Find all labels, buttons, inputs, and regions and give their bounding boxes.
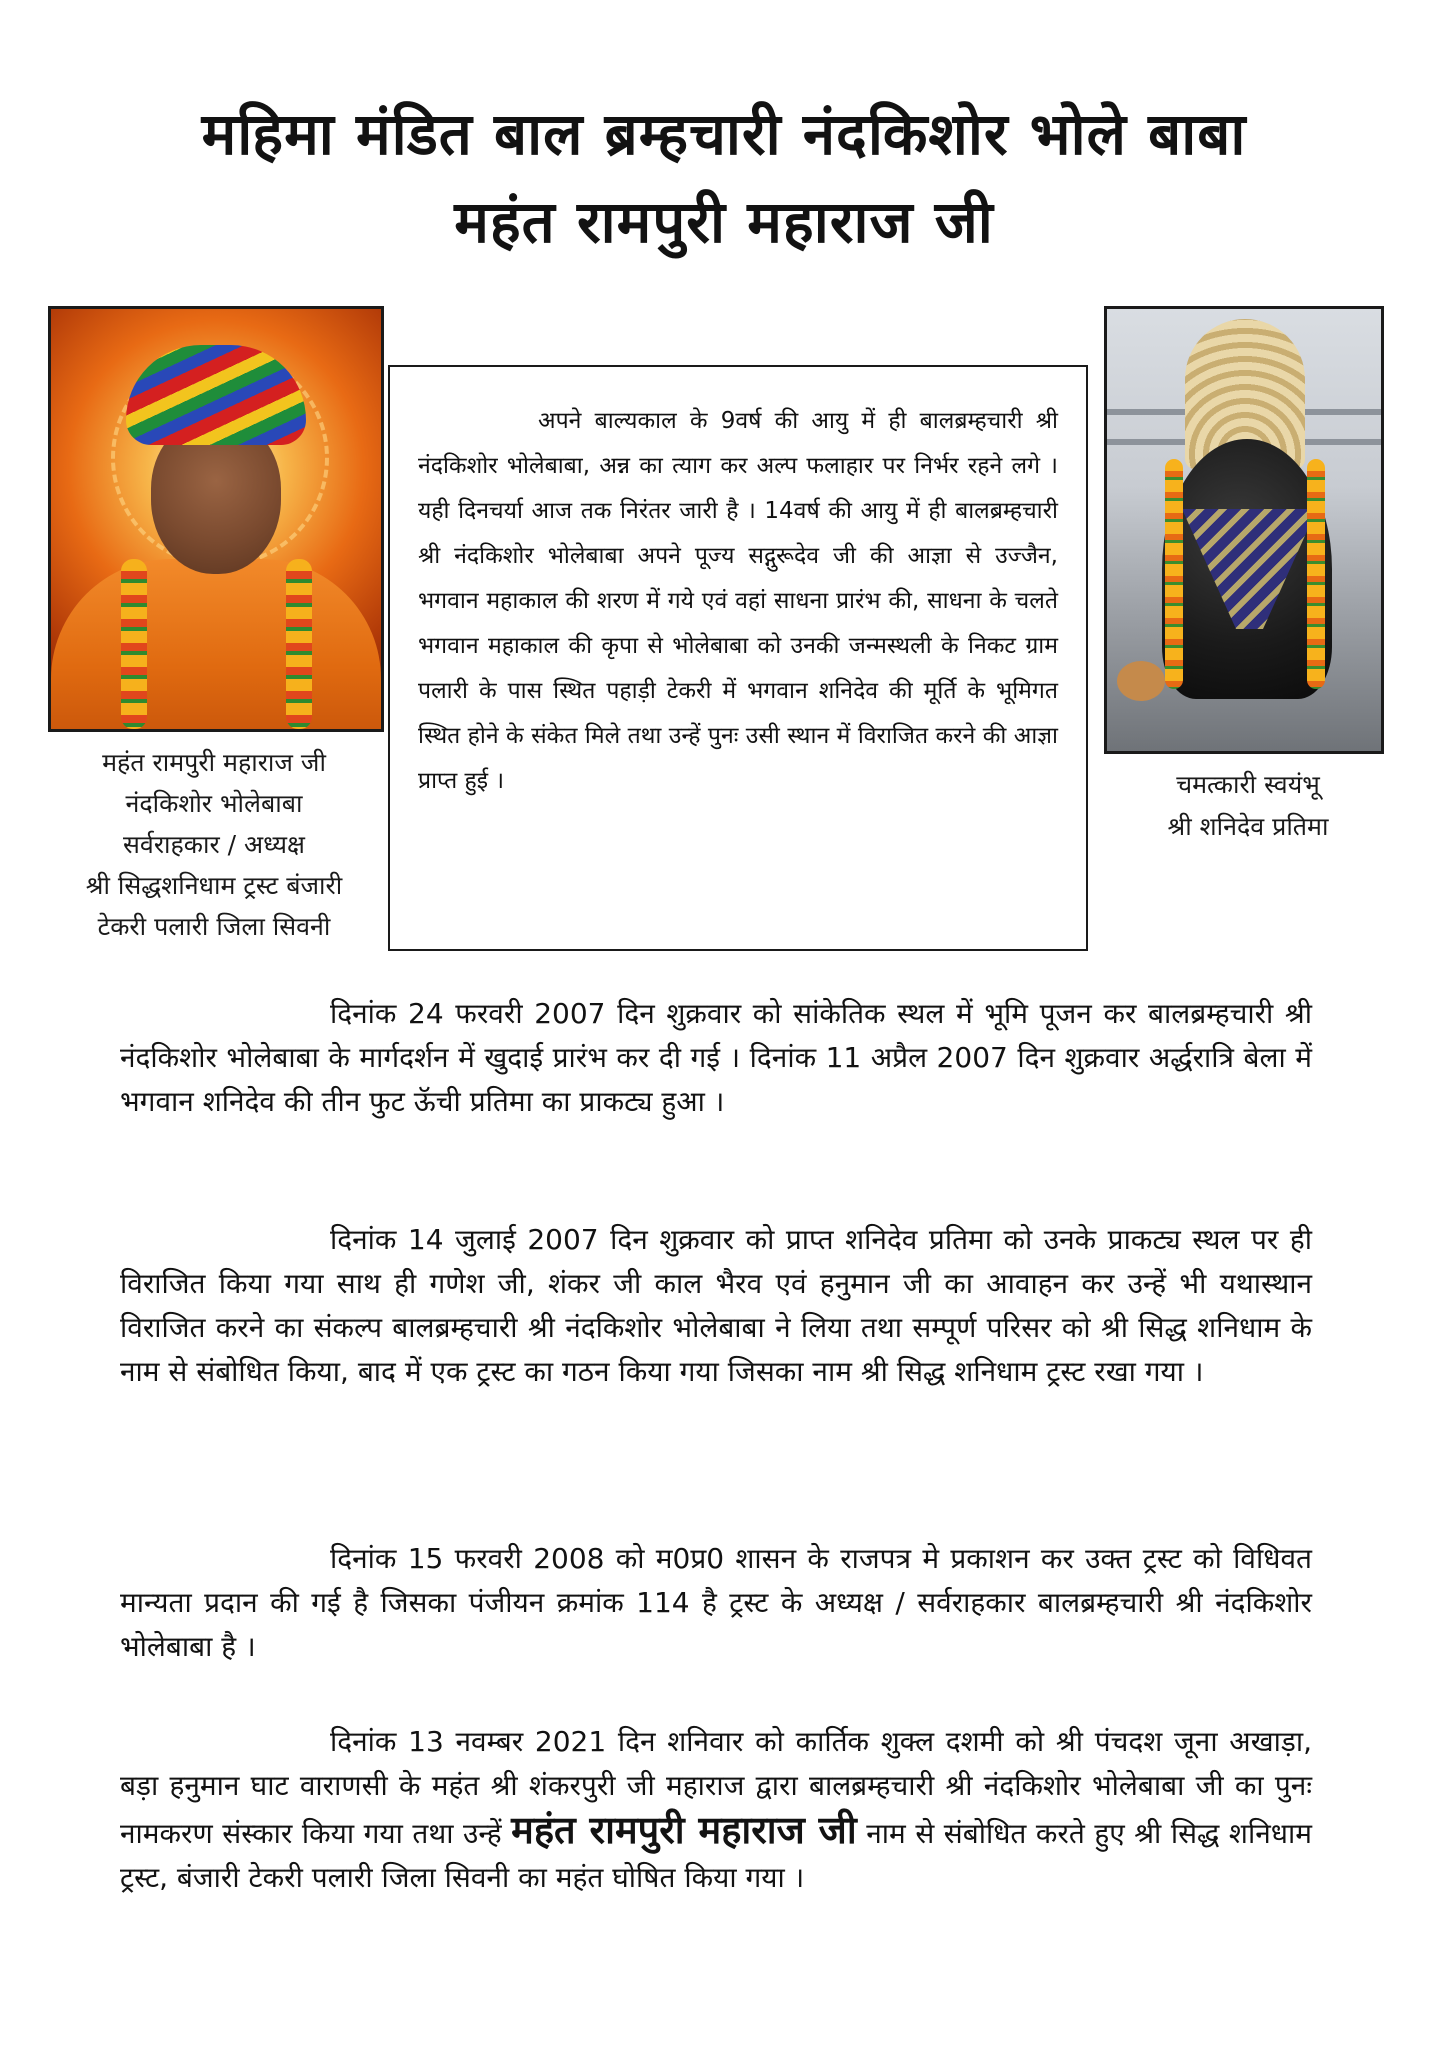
robe bbox=[51, 559, 381, 732]
shanidev-idol-photo bbox=[1104, 306, 1384, 754]
garland-left bbox=[121, 559, 147, 729]
caption-line: श्री शनिदेव प्रतिमा bbox=[1167, 812, 1329, 841]
paragraph-4-text: दिनांक 13 नवम्बर 2021 दिन शनिवार को कार्तिक शुक्ल दशमी को श्री पंचदश जूना अखाड़ा, बड़ा हनुमान घाट वाराणसी के महंत श्री शंकरपुरी जी महाराज द्वारा बालब्रम्हचारी श्री नंदकिशोर भोलेबाबा जी का पुनः नामकरण संस्कार किया गया तथा उन्हें bbox=[120, 1725, 1312, 1850]
caption-line: महंत रामपुरी महाराज जी bbox=[102, 748, 326, 777]
marigold-garland bbox=[1307, 459, 1325, 689]
marigold-garland bbox=[1165, 459, 1183, 689]
story-text: अपने बाल्यकाल के 9वर्ष की आयु में ही बालब्रम्हचारी श्री नंदकिशोर भोलेबाबा, अन्न का त्याग कर अल्प फलाहार पर निर्भर रहने लगे । यही दिनचर्या आज तक निरंतर जारी है । 14वर्ष की आयु में ही बालब्रम्हचारी श्री नंदकिशोर भोलेबाबा अपने पूज्य सद्गुरूदेव जी की आज्ञा से उज्जैन, भगवान महाकाल की शरण में गये एवं वहां साधना प्रारंभ की, साधना के चलते भगवान महाकाल की कृपा से भोलेबाबा को उनकी जन्मस्थली के निकट ग्राम पलारी के पास स्थित पहाड़ी टेकरी में भगवान शनिदेव की मूर्ति के भूमिगत स्थित होने के संकेत मिले तथा उन्हें पुनः उसी स्थान में विराजित करने की आज्ञा प्राप्त हुई । bbox=[418, 408, 1058, 794]
coconut-offering bbox=[1117, 661, 1165, 701]
portrait-photo bbox=[48, 306, 384, 732]
page-title-line-2: महंत रामपुरी महाराज जी bbox=[454, 188, 994, 256]
paragraph-4 bbox=[120, 1720, 1312, 1900]
paragraph-2: दिनांक 14 जुलाई 2007 दिन शुक्रवार को प्राप्त शनिदेव प्रतिमा को उनके प्राकट्य स्थल पर ही विराजित किया गया साथ ही गणेश जी, शंकर जी काल भैरव एवं हनुमान जी का आवाहन कर उन्हें भी यथास्थान विराजित करने का संकल्प बालब्रम्हचारी श्री नंदकिशोर भोलेबाबा ने लिया तथा सम्पूर्ण परिसर को श्री सिद्ध शनिधाम के नाम से संबोधित किया, बाद में एक ट्रस्ट का गठन किया गया जिसका नाम श्री सिद्ध शनिधाम ट्रस्ट रखा गया । bbox=[120, 1223, 1312, 1388]
caption-line: सर्वराहकार / अध्यक्ष bbox=[123, 830, 305, 859]
caption-line: टेकरी पलारी जिला सिवनी bbox=[97, 912, 331, 941]
idol-caption bbox=[1098, 764, 1398, 848]
page-title-line-1: महिमा मंडित बाल ब्रम्हचारी नंदकिशोर भोले बाबा bbox=[201, 100, 1247, 168]
paragraph-4-emphasis: महंत रामपुरी महाराज जी bbox=[511, 1808, 857, 1852]
caption-line: नंदकिशोर भोलेबाबा bbox=[125, 789, 303, 818]
caption-line: श्री सिद्धशनिधाम ट्रस्ट बंजारी bbox=[85, 871, 343, 900]
portrait-caption bbox=[28, 742, 400, 947]
paragraph-1: दिनांक 24 फरवरी 2007 दिन शुक्रवार को सांकेतिक स्थल में भूमि पूजन कर बालब्रम्हचारी श्री नंदकिशोर भोलेबाबा के मार्गदर्शन में खुदाई प्रारंभ कर दी गई । दिनांक 11 अप्रैल 2007 दिन शुक्रवार अर्द्धरात्रि बेला में भगवान शनिदेव की तीन फुट ऊॅची प्रतिमा का प्राकट्य हुआ । bbox=[120, 997, 1312, 1118]
paragraph-3: दिनांक 15 फरवरी 2008 को म0प्र0 शासन के राजपत्र मे प्रकाशन कर उक्त ट्रस्ट को विधिवत मान्यता प्रदान की गई है जिसका पंजीयन क्रमांक 114 है ट्रस्ट के अध्यक्ष / सर्वराहकार बालब्रम्हचारी श्री नंदकिशोर भोलेबाबा है । bbox=[120, 1542, 1312, 1663]
caption-line: चमत्कारी स्वयंभू bbox=[1176, 770, 1320, 799]
garland-right bbox=[286, 559, 312, 729]
paragraph-4-text-end: नाम से संबोधित करते हुए श्री सिद्ध शनिधाम ट्रस्ट, बंजारी टेकरी पलारी जिला सिवनी का महंत घोषित किया गया । bbox=[120, 1817, 1312, 1894]
story-box bbox=[388, 365, 1088, 951]
turban bbox=[126, 345, 306, 445]
